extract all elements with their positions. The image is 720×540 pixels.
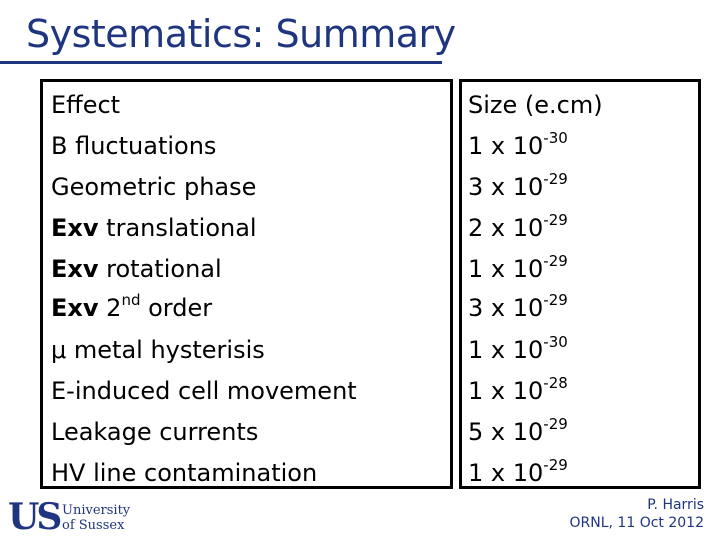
effect-cell: B fluctuations	[51, 132, 217, 160]
size-cell: 2 x $10^{-29}$	[468, 211, 568, 242]
effect-cell: Leakage currents	[51, 418, 259, 446]
effect-column	[40, 79, 453, 489]
effect-cell: HV line contamination	[51, 459, 318, 487]
size-cell: 3 x $10^{-29}$	[468, 170, 568, 201]
effect-cell: μ metal hysterisis	[51, 336, 265, 364]
slide-title: Systematics: Summary	[26, 12, 456, 56]
size-cell: 1 x $10^{-28}$	[468, 374, 568, 405]
systematics-table	[40, 79, 701, 489]
footer-venue-date: ORNL, 11 Oct 2012	[569, 515, 704, 531]
effect-cell: Exv rotational	[51, 255, 222, 283]
size-header: Size (e.cm)	[468, 91, 603, 119]
effect-header: Effect	[51, 91, 121, 119]
size-cell: 5 x $10^{-29}$	[468, 415, 568, 446]
slide-footer	[570, 496, 704, 532]
logo-mark: US	[8, 496, 60, 538]
effect-cell: Geometric phase	[51, 173, 257, 201]
university-of-sussex-logo	[8, 496, 138, 538]
footer-author: P. Harris	[647, 497, 704, 513]
size-column	[459, 79, 701, 489]
size-cell: 3 x $10^{-29}$	[468, 291, 568, 322]
title-underline	[0, 61, 442, 64]
effect-cell: Exv translational	[51, 214, 257, 242]
size-cell: 1 x $10^{-29}$	[468, 456, 568, 487]
size-cell: 1 x $10^{-29}$	[468, 252, 568, 283]
size-cell: 1 x $10^{-30}$	[468, 129, 568, 160]
size-cell: 1 x $10^{-30}$	[468, 333, 568, 364]
effect-cell: E-induced cell movement	[51, 377, 357, 405]
effect-cell: Exv 2nd order	[51, 291, 213, 322]
logo-wordmark: University of Sussex	[62, 503, 131, 533]
